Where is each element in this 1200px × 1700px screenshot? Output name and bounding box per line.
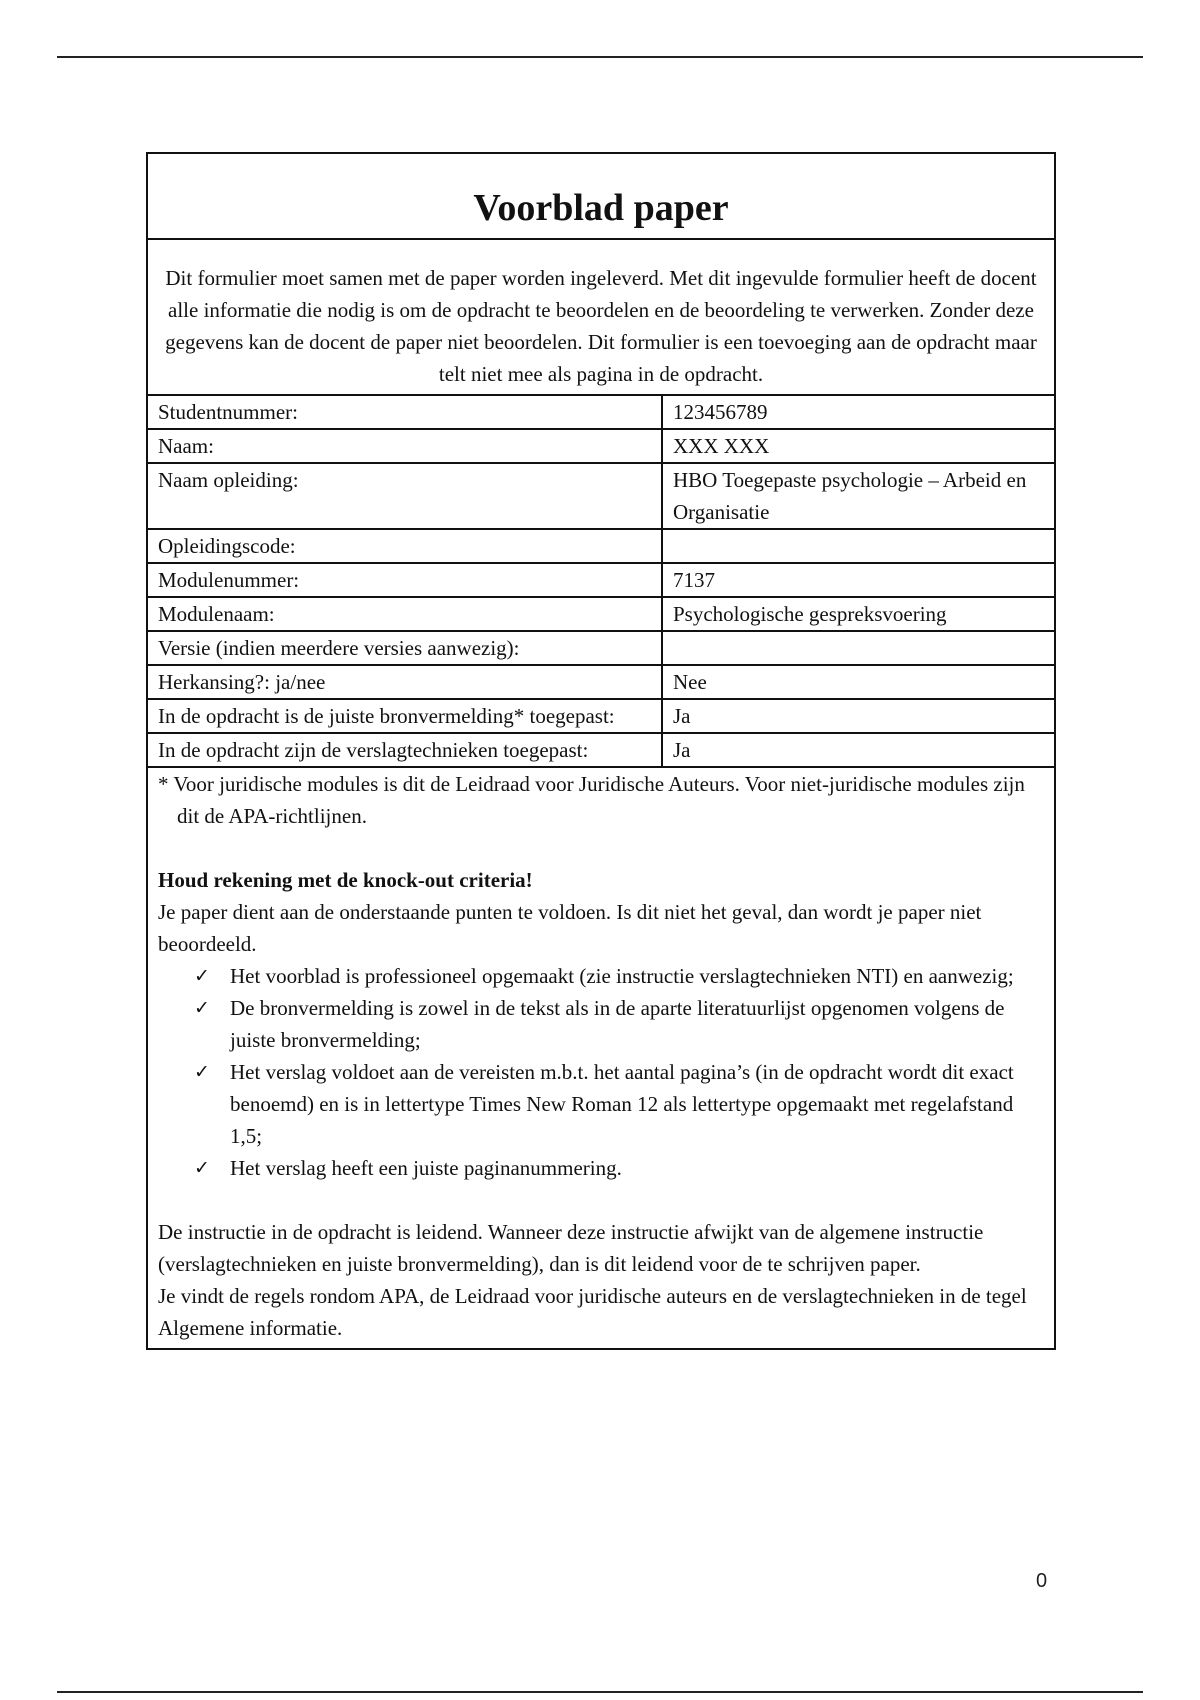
field-label-herkansing: Herkansing?: ja/nee bbox=[148, 665, 662, 699]
knockout-checklist bbox=[158, 960, 1038, 1184]
title-cell bbox=[148, 154, 1054, 240]
field-label-naam-opleiding: Naam opleiding: bbox=[148, 463, 662, 529]
footer-rule bbox=[57, 1691, 1143, 1693]
checkmark-icon: ✓ bbox=[194, 997, 210, 1019]
table-row bbox=[148, 665, 1054, 699]
list-item bbox=[194, 992, 1038, 1056]
table-row bbox=[148, 529, 1054, 563]
field-value-opleidingscode bbox=[662, 529, 1054, 563]
header-rule bbox=[57, 56, 1143, 58]
field-label-bronvermelding: In de opdracht is de juiste bronvermelding* toegepast: bbox=[148, 699, 662, 733]
list-item bbox=[194, 1056, 1038, 1152]
intro-text: Dit formulier moet samen met de paper worden ingeleverd. Met dit ingevulde formulier heeft de docent alle informatie die nodig is om de opdracht te beoordelen en de beoordeling te verwerken. Zonder deze gegevens kan de docent de paper niet beoordelen. Dit formulier is een toevoeging aan de opdracht maar telt niet mee als pagina in de opdracht. bbox=[148, 240, 1054, 396]
table-row bbox=[148, 463, 1054, 529]
knockout-intro: Je paper dient aan de onderstaande punten te voldoen. Is dit niet het geval, dan wordt je paper niet beoordeeld. bbox=[158, 900, 982, 956]
field-label-modulenummer: Modulenummer: bbox=[148, 563, 662, 597]
list-item-text: Het verslag voldoet aan de vereisten m.b.t. het aantal pagina’s (in de opdracht wordt dit exact benoemd) en is in lettertype Times New Roman 12 als lettertype opgemaakt met regelafstand 1,5; bbox=[230, 1060, 1014, 1148]
list-item bbox=[194, 1152, 1038, 1184]
field-value-bronvermelding: Ja bbox=[662, 699, 1054, 733]
field-label-verslagtechnieken: In de opdracht zijn de verslagtechnieken toegepast: bbox=[148, 733, 662, 767]
field-value-studentnummer: 123456789 bbox=[662, 396, 1054, 429]
fields-table bbox=[148, 396, 1054, 768]
list-item bbox=[194, 960, 1038, 992]
cover-sheet-form bbox=[146, 152, 1056, 1350]
page-title: Voorblad paper bbox=[473, 187, 729, 229]
table-row bbox=[148, 429, 1054, 463]
field-value-verslagtechnieken: Ja bbox=[662, 733, 1054, 767]
field-label-studentnummer: Studentnummer: bbox=[148, 396, 662, 429]
field-value-versie bbox=[662, 631, 1054, 665]
field-value-modulenaam: Psychologische gespreksvoering bbox=[662, 597, 1054, 631]
field-label-naam: Naam: bbox=[148, 429, 662, 463]
knockout-heading: Houd rekening met de knock-out criteria! bbox=[158, 868, 533, 892]
footnote: * Voor juridische modules is dit de Leidraad voor Juridische Auteurs. Voor niet-juridische modules zijn dit de APA-richtlijnen. bbox=[158, 772, 1025, 828]
field-label-opleidingscode: Opleidingscode: bbox=[148, 529, 662, 563]
page-number: 0 bbox=[1036, 1570, 1048, 1592]
table-row bbox=[148, 597, 1054, 631]
list-item-text: Het verslag heeft een juiste paginanummering. bbox=[230, 1156, 622, 1180]
checkmark-icon: ✓ bbox=[194, 1157, 210, 1179]
field-label-versie: Versie (indien meerdere versies aanwezig): bbox=[148, 631, 662, 665]
spacer bbox=[158, 1184, 1038, 1216]
table-row bbox=[148, 699, 1054, 733]
checkmark-icon: ✓ bbox=[194, 965, 210, 987]
table-row bbox=[148, 631, 1054, 665]
checkmark-icon: ✓ bbox=[194, 1061, 210, 1083]
field-label-modulenaam: Modulenaam: bbox=[148, 597, 662, 631]
closing-paragraph-2: Je vindt de regels rondom APA, de Leidraad voor juridische auteurs en de verslagtechnieken in de tegel Algemene informatie. bbox=[158, 1284, 1027, 1340]
field-value-herkansing: Nee bbox=[662, 665, 1054, 699]
notes-section bbox=[148, 768, 1054, 1348]
table-row bbox=[148, 563, 1054, 597]
table-row bbox=[148, 396, 1054, 429]
field-value-naam-opleiding: HBO Toegepaste psychologie – Arbeid en Organisatie bbox=[662, 463, 1054, 529]
list-item-text: Het voorblad is professioneel opgemaakt (zie instructie verslagtechnieken NTI) en aanwezig; bbox=[230, 964, 1014, 988]
field-value-naam: XXX XXX bbox=[662, 429, 1054, 463]
table-row bbox=[148, 733, 1054, 767]
spacer bbox=[158, 832, 1038, 864]
closing-paragraph-1: De instructie in de opdracht is leidend. Wanneer deze instructie afwijkt van de algemene instructie (verslagtechnieken en juiste bronvermelding), dan is dit leidend voor de te schrijven paper. bbox=[158, 1220, 984, 1276]
list-item-text: De bronvermelding is zowel in de tekst als in de aparte literatuurlijst opgenomen volgens de juiste bronvermelding; bbox=[230, 996, 1005, 1052]
field-value-modulenummer: 7137 bbox=[662, 563, 1054, 597]
